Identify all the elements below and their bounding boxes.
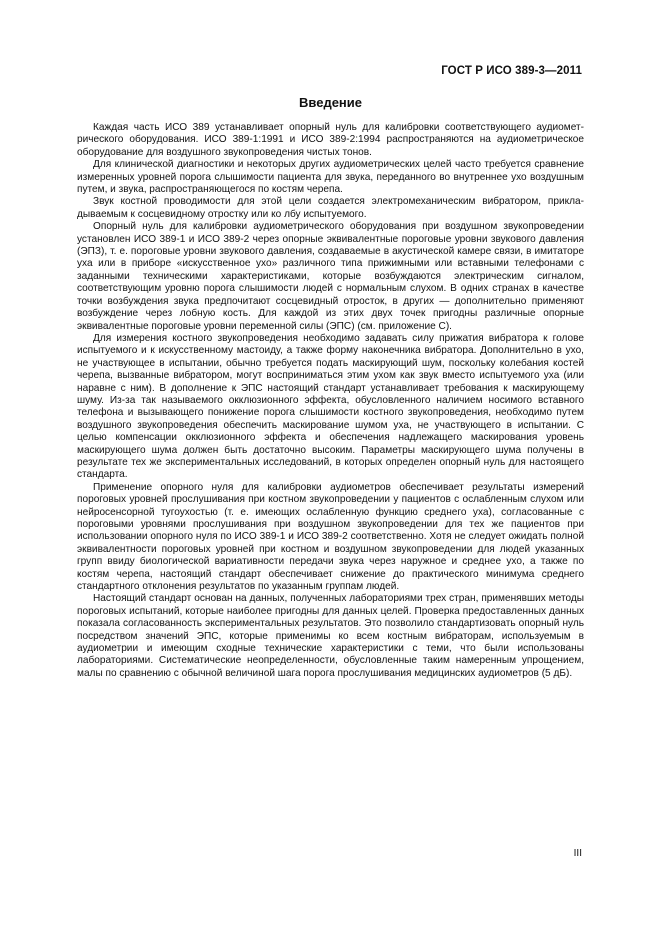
paragraph: Опорный нуль для калибровки аудиометрического оборудования при воздушном звукопроведении установлен ИСО 389-1 и ИСО 389-2 через опорные эквивалентные пороговые уровни звукового давления (ЭПЗ), т. е. пороговые уровни звукового давления, создаваемые в акустической камере связи, в имитаторе уха или в приборе «искусственное ухо» различного типа прижимными или вставными телефонами с заданными техническими характеристиками, которые возбуждаются электрическим сигналом, соответствующим уровню порога слышимости людей с нормальным слухом. В одних странах в качестве точки возбуждения звука предпочитают сосцевидный отросток, в других — дополнительно применяют возбуждение через лобную кость. Для каждой из этих двух точек пригодны различные опорные эквивалентные пороговые уровни переменной силы (ЭПС) (см. приложение С). — [77, 221, 584, 332]
introduction-body — [77, 122, 584, 680]
paragraph: Для измерения костного звукопроведения необходимо задавать силу прижатия вибратора к голове испытуемого и к искусственному мастоиду, а также форму наконечника вибратора. Дополнительно в ухо, не участвующее в испытании, обычно требуется подать маскирующий шум, поскольку колебания костей черепа, вызванные вибратором, могут восприниматься этим ухом как звук вместо испытуемого уха (или наравне с ним). В дополнение к ЭПС настоящий стандарт устанавливает требования к маскирующему шуму. Из-за так называемого окклюзионного эффекта, обусловленного наличием носимого вставного телефона и вызывающего понижение порога слышимости костного звукопроведения, необходимо путем воздушного звукопроведения обеспечить маскирование шумом уха, не участвующего в испытании. С целью компенсации окклюзионного эффекта и обеспечения надлежащего маскирования уровень маскирующего шума должен быть достаточно высоким. Параметры маскирующего шума получены в результате тех же экспериментальных исследований, в которых определен опорный нуль для настоящего стандарта. — [77, 332, 584, 481]
paragraph: Применение опорного нуля для калибровки аудиометров обеспечивает результаты измерений пороговых уровней прослушивания при костном звукопроведении у пациентов с ослабленным слухом или нейросенсорной тугоухостью (т. е. имеющих ослабленную функцию среднего уха), согласованные с пороговыми уровнями прослушивания при воздушном звукопроведении для тех же пациентов при использовании опорного нуля по ИСО 389-1 и ИСО 389-2 соответственно. Хотя не следует ожидать полной эквивалентности пороговых уровней при костном и воздушном звукопроведении для людей указанных групп ввиду биологической вариативности передачи звука через наружное и среднее ухо, а также по костям черепа, настоящий стандарт обеспечивает снижение до практического минимума среднего стандартного отклонения результатов по указанным группам людей. — [77, 481, 584, 593]
paragraph: Для клинической диагностики и некоторых других аудиометрических целей часто требуется сравнение измеренных уровней порога слышимости пациента для звука, переданного во внутреннее ухо воздушным путем, и звука, распространяющегося по костям черепа. — [77, 159, 584, 196]
paragraph: Каждая часть ИСО 389 устанавливает опорный нуль для калибровки соответствующего аудиометрического оборудования. ИСО 389-1:1991 и ИСО 389-2:1994 распространяются на аудиометрическое оборудование для воздушного звукопроведения чистых тонов. — [77, 122, 584, 158]
paragraph: Настоящий стандарт основан на данных, полученных лабораториями трех стран, применявших методы пороговых испытаний, которые наиболее пригодны для данных целей. Проверка предоставленных данных показала согласованность экспериментальных результатов. Это позволило стандартизовать опорный нуль посредством значений ЭПС, которые применимы ко всем костным вибраторам, используемым в аудиометрии и имеющим сходные технические характеристики с теми, что были использованы лабораториями. Систематические неопределенности, обусловленные таким намеренным упрощением, малы по сравнению с обычной величиной шага порога прослушивания медицинских аудиометров (5 дБ). — [77, 593, 584, 679]
page-number: III — [573, 848, 582, 859]
section-title: Введение — [299, 95, 362, 110]
document-number: ГОСТ Р ИСО 389-3—2011 — [441, 65, 582, 77]
paragraph: Звук костной проводимости для этой цели создается электромеханическим вибратором, прикладываемым к сосцевидному отростку или ко лбу испытуемого. — [77, 196, 584, 220]
